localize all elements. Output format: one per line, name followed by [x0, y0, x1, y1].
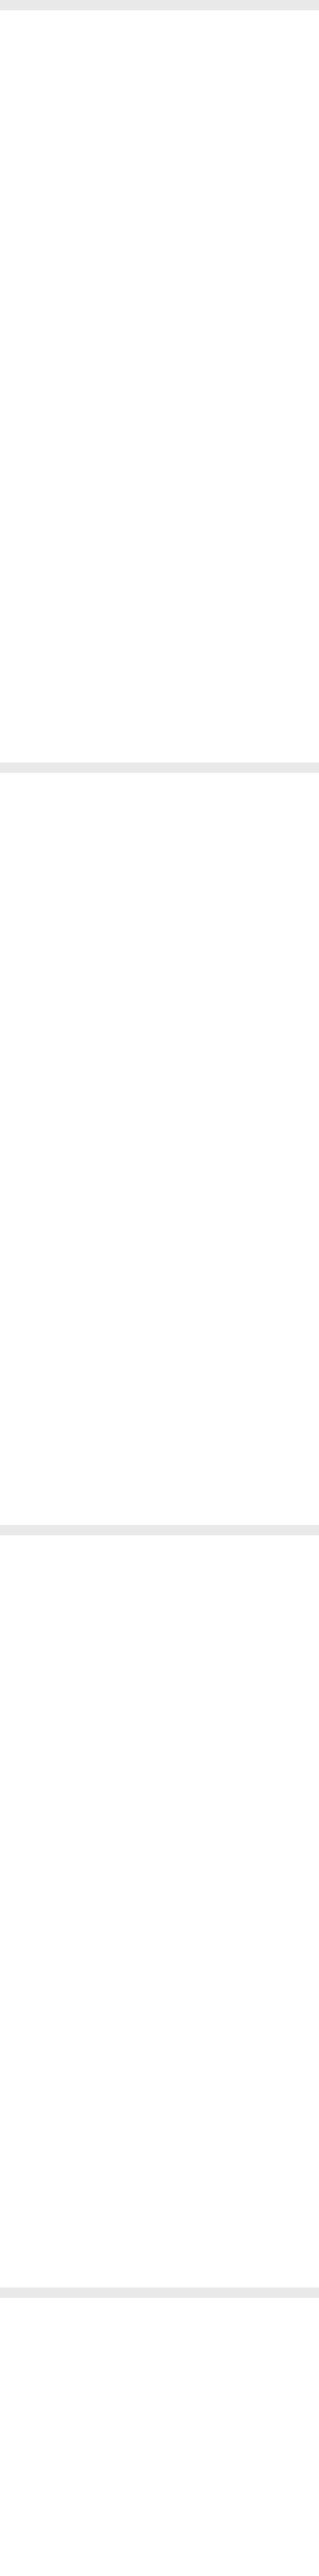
- page-gap: [0, 0, 319, 10]
- document-page-3: [0, 1535, 319, 2287]
- page-gap: [0, 762, 319, 773]
- document-page-1: [0, 10, 319, 762]
- page-gap: [0, 1525, 319, 1535]
- document-page-4: [0, 2298, 319, 2576]
- document-page-2: [0, 773, 319, 1525]
- page-gap: [0, 2287, 319, 2298]
